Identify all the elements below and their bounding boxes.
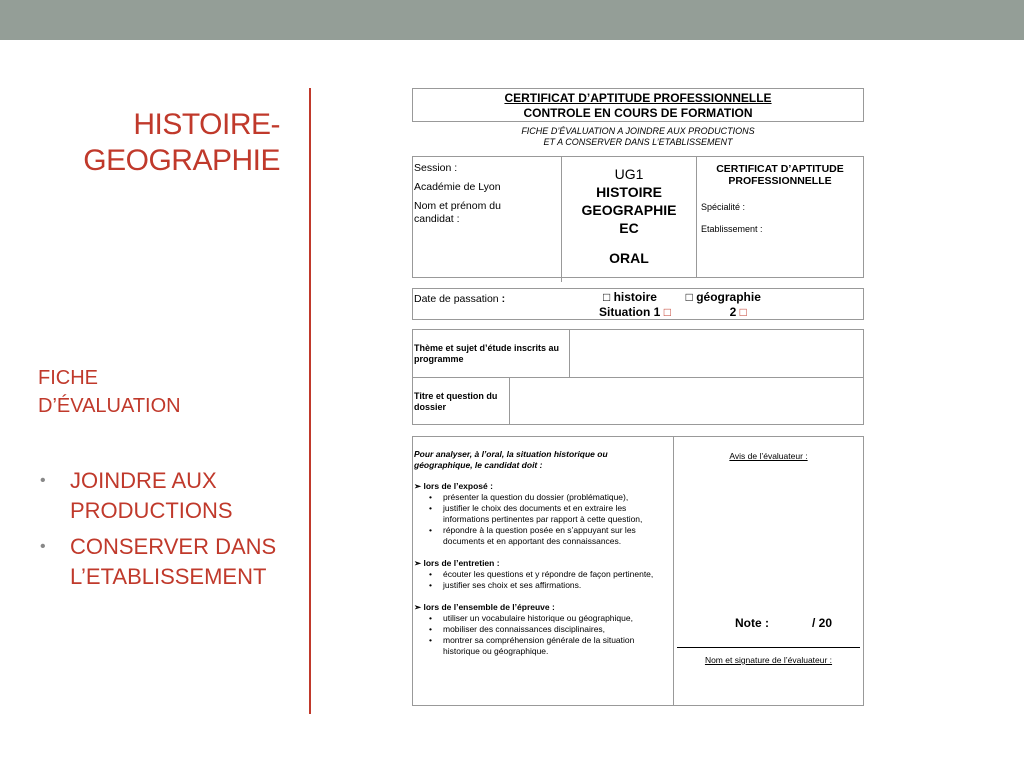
evaluator-column xyxy=(674,437,863,705)
criteria-item: • présenter la question du dossier (problématique), xyxy=(413,492,673,503)
date-box xyxy=(412,288,864,320)
criteria-column xyxy=(413,437,674,705)
bullet-text: CONSERVER DANS L’ETABLISSEMENT xyxy=(70,534,277,589)
bullet-item xyxy=(40,532,310,592)
academie-label: Académie de Lyon xyxy=(414,181,501,193)
date-label-row xyxy=(414,293,505,305)
theme-title-box xyxy=(412,329,864,425)
histoire-option-label: histoire xyxy=(613,290,657,304)
slide-title xyxy=(40,107,280,179)
slide-subtitle-line-2: D’ÉVALUATION xyxy=(38,395,181,417)
subject-line-1: HISTOIRE xyxy=(596,184,662,200)
section-heading xyxy=(413,602,673,613)
subject-options xyxy=(603,290,761,304)
situation-options xyxy=(599,305,747,319)
slide-title-line-2: GEOGRAPHIE xyxy=(83,144,280,177)
criteria-item: • justifier ses choix et ses affirmations. xyxy=(413,580,673,591)
evaluation-box xyxy=(412,436,864,706)
section-heading-text: lors de l’entretien : xyxy=(423,558,500,568)
specialite-label: Spécialité : xyxy=(701,202,746,212)
nom-label: Nom et prénom du candidat : xyxy=(414,200,501,225)
criteria-item: • utiliser un vocabulaire historique ou géographique, xyxy=(413,613,673,624)
situation-label: Situation 1 xyxy=(599,305,661,319)
situation-1-checkbox[interactable]: □ xyxy=(663,305,671,319)
candidate-fields xyxy=(413,157,562,282)
arrow-icon: ➢ xyxy=(414,481,422,491)
form-header-line-2: CONTROLE EN COURS DE FORMATION xyxy=(523,106,753,120)
situation-2-label: 2 xyxy=(729,305,737,319)
date-colon: : xyxy=(498,293,506,305)
oral-label: ORAL xyxy=(609,250,649,266)
subject-line-3: EC xyxy=(619,220,639,236)
criteria-item: • justifier le choix des documents et en extraire les informations pertinentes par rapport à cette question, xyxy=(413,503,673,525)
titre-divider xyxy=(509,378,510,424)
theme-label: Thème et sujet d’étude inscrits au programme xyxy=(414,343,560,364)
section-items xyxy=(413,569,673,591)
geographie-checkbox[interactable]: □ xyxy=(685,290,693,304)
vertical-divider xyxy=(309,88,311,714)
candidate-info-box xyxy=(412,156,864,278)
cap-block xyxy=(697,157,863,277)
ug-label: UG1 xyxy=(614,166,644,182)
criteria-item: • montrer sa compréhension générale de la situation historique ou géographique. xyxy=(413,635,673,657)
note-underline xyxy=(677,647,860,648)
slide-title-line-1: HISTOIRE- xyxy=(133,108,280,141)
form-note xyxy=(412,126,864,148)
section-heading-text: lors de l’exposé : xyxy=(423,481,493,491)
avis-label: Avis de l’évaluateur : xyxy=(729,451,808,461)
arrow-icon: ➢ xyxy=(414,558,422,568)
arrow-icon: ➢ xyxy=(414,602,422,612)
form-header-line-1: CERTIFICAT D’APTITUDE PROFESSIONNELLE xyxy=(504,91,772,105)
cap-line-1: CERTIFICAT D’APTITUDE xyxy=(716,163,844,175)
bullet-list xyxy=(40,466,310,598)
section-heading xyxy=(413,558,673,569)
section-heading-text: lors de l’ensemble de l’épreuve : xyxy=(423,602,555,612)
form-note-line-2: ET A CONSERVER DANS L’ETABLISSEMENT xyxy=(543,137,733,147)
subject-block xyxy=(562,157,697,277)
criteria-item: • écouter les questions et y répondre de façon pertinente, xyxy=(413,569,673,580)
section-items xyxy=(413,492,673,547)
note-scale: / 20 xyxy=(812,616,833,630)
histoire-checkbox[interactable]: □ xyxy=(603,290,611,304)
note-label: Note : xyxy=(735,616,769,630)
theme-divider xyxy=(569,330,570,377)
subject-line-2: GEOGRAPHIE xyxy=(581,202,677,218)
situation-2-checkbox[interactable]: □ xyxy=(739,305,747,319)
row-divider xyxy=(413,377,863,378)
form-header-box xyxy=(412,88,864,122)
criteria-item: • mobiliser des connaissances disciplinaires, xyxy=(413,624,673,635)
bullet-dot-icon: • xyxy=(40,472,46,489)
criteria-intro: Pour analyser, à l’oral, la situation historique ou géographique, le candidat doit : xyxy=(414,449,608,470)
slide-subtitle xyxy=(38,364,181,420)
geographie-option-label: géographie xyxy=(696,290,761,304)
slide-subtitle-line-1: FICHE xyxy=(38,367,98,389)
section-items xyxy=(413,613,673,657)
etablissement-label: Etablissement : xyxy=(701,224,763,234)
bullet-text: JOINDRE AUX PRODUCTIONS xyxy=(70,468,233,523)
cap-line-2: PROFESSIONNELLE xyxy=(728,175,832,187)
titre-label: Titre et question du dossier xyxy=(414,391,498,412)
bullet-item xyxy=(40,466,310,526)
date-label: Date de passation xyxy=(414,293,499,305)
bullet-dot-icon: • xyxy=(40,538,46,555)
top-banner xyxy=(0,0,1024,40)
form-note-line-1: FICHE D’ÉVALUATION A JOINDRE AUX PRODUCTIONS xyxy=(521,126,755,136)
session-label: Session : xyxy=(414,162,458,174)
section-heading xyxy=(413,481,673,492)
signature-label: Nom et signature de l’évaluateur : xyxy=(704,655,833,665)
criteria-item: • répondre à la question posée en s’appuyant sur les documents et en apportant des connaissances. xyxy=(413,525,673,547)
